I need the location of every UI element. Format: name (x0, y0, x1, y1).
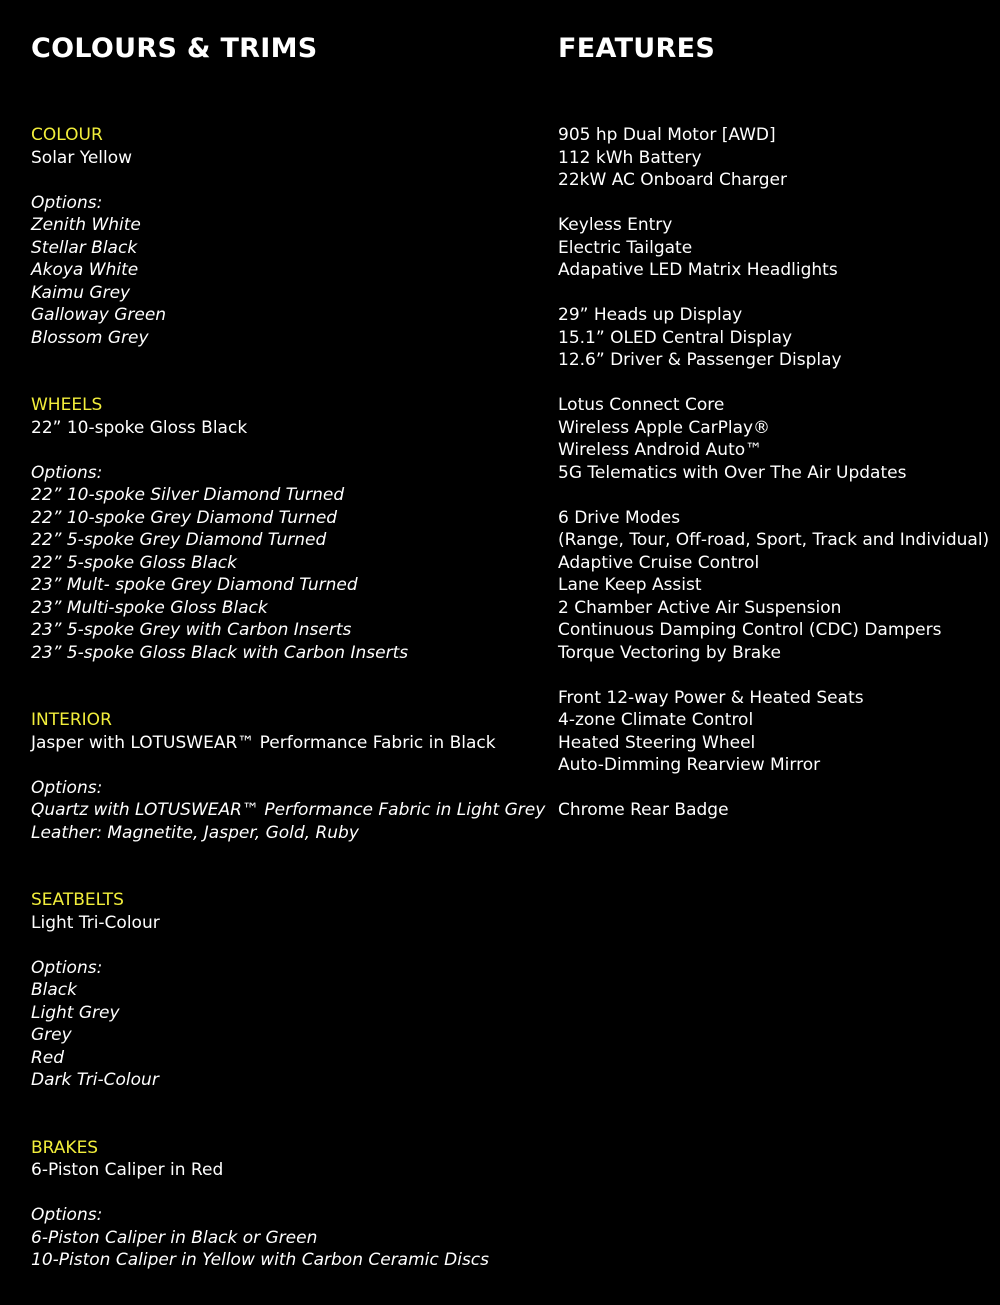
section-label: BRAKES (31, 1137, 99, 1158)
spacer (31, 844, 531, 889)
spacer (558, 372, 998, 395)
feature-group (558, 214, 998, 282)
option-item: 6-Piston Caliper in Black or Green (31, 1227, 318, 1248)
feature-group (558, 799, 998, 822)
standard-value: Solar Yellow (31, 147, 133, 168)
trim-section-seatbelts (31, 889, 531, 1092)
section-label: SEATBELTS (31, 890, 124, 910)
option-item: 23” Mult- spoke Grey Diamond Turned (31, 575, 358, 595)
features-heading: FEATURES (558, 33, 716, 64)
feature-item: Lotus Connect Core (558, 395, 725, 415)
feature-item: 112 kWh Battery (558, 147, 702, 168)
options-label: Options: (31, 1205, 103, 1225)
feature-item: 6 Drive Modes (558, 507, 681, 528)
option-item: Light Grey (31, 1002, 120, 1023)
spacer (558, 192, 998, 215)
standard-value: 6-Piston Caliper in Red (31, 1160, 224, 1180)
spacer (31, 349, 531, 394)
spacer (31, 1182, 531, 1205)
spacer (558, 664, 998, 687)
feature-item: Heated Steering Wheel (558, 732, 756, 753)
feature-item: 12.6” Driver & Passenger Display (558, 350, 842, 370)
spacer (31, 439, 531, 462)
options-label: Options: (31, 957, 103, 978)
option-item: 23” 5-spoke Grey with Carbon Inserts (31, 620, 352, 640)
standard-value: Jasper with LOTUSWEAR™ Performance Fabric in Black (31, 732, 496, 753)
option-item: Zenith White (31, 215, 141, 235)
feature-group (558, 124, 998, 192)
option-item: 22” 5-spoke Grey Diamond Turned (31, 530, 327, 550)
feature-item: Wireless Android Auto™ (558, 440, 763, 460)
feature-item: 5G Telematics with Over The Air Updates (558, 462, 907, 483)
standard-value: Light Tri-Colour (31, 912, 160, 933)
feature-group (558, 394, 998, 484)
feature-item: Wireless Apple CarPlay® (558, 417, 771, 438)
feature-group (558, 687, 998, 777)
trim-section-wheels (31, 394, 531, 664)
option-item: Leather: Magnetite, Jasper, Gold, Ruby (31, 822, 359, 843)
option-item: Stellar Black (31, 237, 138, 258)
feature-item: 4-zone Climate Control (558, 710, 754, 730)
section-label: WHEELS (31, 395, 103, 415)
spacer (31, 934, 531, 957)
option-item: Black (31, 980, 77, 1000)
feature-item: 22kW AC Onboard Charger (558, 170, 787, 190)
option-item: Quartz with LOTUSWEAR™ Performance Fabric in Light Grey (31, 800, 546, 820)
feature-item: Keyless Entry (558, 215, 673, 235)
feature-item: Adaptive Cruise Control (558, 552, 760, 573)
feature-item: 905 hp Dual Motor [AWD] (558, 125, 776, 145)
feature-item: Lane Keep Assist (558, 575, 702, 595)
spacer (558, 777, 998, 800)
feature-group (558, 304, 998, 372)
spacer (31, 754, 531, 777)
feature-item: Continuous Damping Control (CDC) Dampers (558, 620, 942, 640)
feature-item: 2 Chamber Active Air Suspension (558, 597, 842, 618)
options-label: Options: (31, 777, 103, 798)
spacer (31, 1092, 531, 1137)
section-label: INTERIOR (31, 710, 112, 730)
spacer (558, 484, 998, 507)
colours-trims-list (31, 124, 546, 1272)
spacer (31, 169, 531, 192)
feature-item: (Range, Tour, Off-road, Sport, Track and Individual) (558, 530, 990, 550)
option-item: Galloway Green (31, 305, 167, 325)
feature-item: 15.1” OLED Central Display (558, 327, 793, 348)
options-label: Options: (31, 462, 103, 483)
option-item: Blossom Grey (31, 327, 149, 348)
feature-item: 29” Heads up Display (558, 305, 743, 325)
option-item: 22” 10-spoke Grey Diamond Turned (31, 507, 338, 528)
option-item: 23” Multi-spoke Gloss Black (31, 597, 268, 618)
features-list (558, 124, 998, 822)
section-label: COLOUR (31, 125, 103, 145)
option-item: Akoya White (31, 260, 139, 280)
colours-trims-heading: COLOURS & TRIMS (31, 33, 318, 64)
feature-item: Chrome Rear Badge (558, 800, 729, 820)
feature-item: Adapative LED Matrix Headlights (558, 260, 838, 280)
options-label: Options: (31, 192, 103, 213)
trim-section-interior (31, 709, 546, 844)
option-item: Grey (31, 1025, 72, 1045)
feature-item: Auto-Dimming Rearview Mirror (558, 755, 821, 775)
feature-item: Front 12-way Power & Heated Seats (558, 687, 864, 708)
spacer (31, 664, 531, 709)
option-item: Red (31, 1047, 65, 1068)
option-item: Kaimu Grey (31, 282, 131, 303)
standard-value: 22” 10-spoke Gloss Black (31, 417, 248, 438)
feature-group (558, 507, 998, 665)
feature-item: Electric Tailgate (558, 237, 693, 258)
option-item: 10-Piston Caliper in Yellow with Carbon Ceramic Discs (31, 1250, 490, 1270)
feature-item: Torque Vectoring by Brake (558, 642, 781, 663)
trim-section-brakes (31, 1137, 531, 1272)
option-item: 22” 5-spoke Gloss Black (31, 552, 237, 573)
option-item: Dark Tri-Colour (31, 1070, 159, 1090)
option-item: 22” 10-spoke Silver Diamond Turned (31, 485, 345, 505)
option-item: 23” 5-spoke Gloss Black with Carbon Inserts (31, 642, 409, 663)
trim-section-colour (31, 124, 531, 349)
spacer (558, 282, 998, 305)
